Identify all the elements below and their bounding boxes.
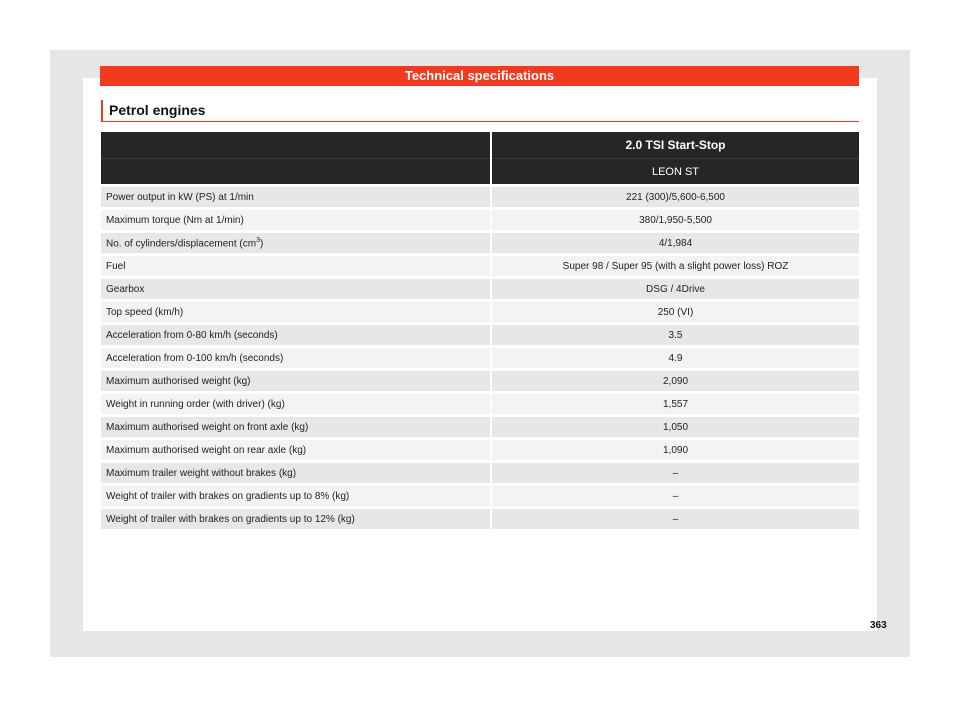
table-subheader-row xyxy=(101,159,859,186)
model-header: LEON ST xyxy=(491,159,859,186)
table-row xyxy=(101,393,859,416)
spec-label: Power output in kW (PS) at 1/min xyxy=(101,186,491,209)
spec-label: Maximum trailer weight without brakes (kg) xyxy=(101,462,491,485)
spec-label xyxy=(101,232,491,255)
spec-label-suffix: ) xyxy=(259,238,264,250)
spec-value: – xyxy=(491,508,859,530)
specifications-table xyxy=(101,132,859,529)
spec-value: – xyxy=(491,462,859,485)
table-row xyxy=(101,416,859,439)
engine-header: 2.0 TSI Start-Stop xyxy=(491,132,859,159)
spec-label: Maximum authorised weight on rear axle (kg) xyxy=(101,439,491,462)
spec-value: 250 (VI) xyxy=(491,301,859,324)
table-row xyxy=(101,324,859,347)
table-row xyxy=(101,255,859,278)
table-header-row xyxy=(101,132,859,159)
table-row xyxy=(101,186,859,209)
table-row xyxy=(101,301,859,324)
table-row xyxy=(101,232,859,255)
spec-value: DSG / 4Drive xyxy=(491,278,859,301)
spec-label: Maximum authorised weight on front axle (kg) xyxy=(101,416,491,439)
spec-label: Top speed (km/h) xyxy=(101,301,491,324)
spec-value: 221 (300)/5,600-6,500 xyxy=(491,186,859,209)
spec-value: 2,090 xyxy=(491,370,859,393)
spec-label-text: No. of cylinders/displacement (cm xyxy=(106,238,257,250)
spec-value: 3.5 xyxy=(491,324,859,347)
spec-value: 1,050 xyxy=(491,416,859,439)
chapter-header: Technical specifications xyxy=(100,66,859,86)
spec-label: Maximum authorised weight (kg) xyxy=(101,370,491,393)
spec-label: Weight of trailer with brakes on gradients up to 12% (kg) xyxy=(101,508,491,530)
table-row xyxy=(101,485,859,508)
table-row xyxy=(101,209,859,232)
spec-value: 1,090 xyxy=(491,439,859,462)
spec-value: 1,557 xyxy=(491,393,859,416)
spec-label: Acceleration from 0-80 km/h (seconds) xyxy=(101,324,491,347)
table-row xyxy=(101,508,859,530)
table-row xyxy=(101,347,859,370)
spec-value: 4.9 xyxy=(491,347,859,370)
spec-label: Fuel xyxy=(101,255,491,278)
spec-label: Gearbox xyxy=(101,278,491,301)
header-blank-cell xyxy=(101,132,491,159)
table-row xyxy=(101,439,859,462)
section-title: Petrol engines xyxy=(109,102,206,118)
spec-value: Super 98 / Super 95 (with a slight power loss) ROZ xyxy=(491,255,859,278)
superscript-3: 3 xyxy=(256,236,260,244)
table-row xyxy=(101,278,859,301)
spec-label: Acceleration from 0-100 km/h (seconds) xyxy=(101,347,491,370)
spec-label: Weight in running order (with driver) (kg) xyxy=(101,393,491,416)
spec-value: 4/1,984 xyxy=(491,232,859,255)
table-row xyxy=(101,462,859,485)
header-blank-cell xyxy=(101,159,491,186)
spec-value: – xyxy=(491,485,859,508)
spec-label: Weight of trailer with brakes on gradients up to 8% (kg) xyxy=(101,485,491,508)
page-number: 363 xyxy=(870,620,887,631)
spec-label: Maximum torque (Nm at 1/min) xyxy=(101,209,491,232)
spec-value: 380/1,950-5,500 xyxy=(491,209,859,232)
section-heading xyxy=(101,100,859,122)
table-row xyxy=(101,370,859,393)
